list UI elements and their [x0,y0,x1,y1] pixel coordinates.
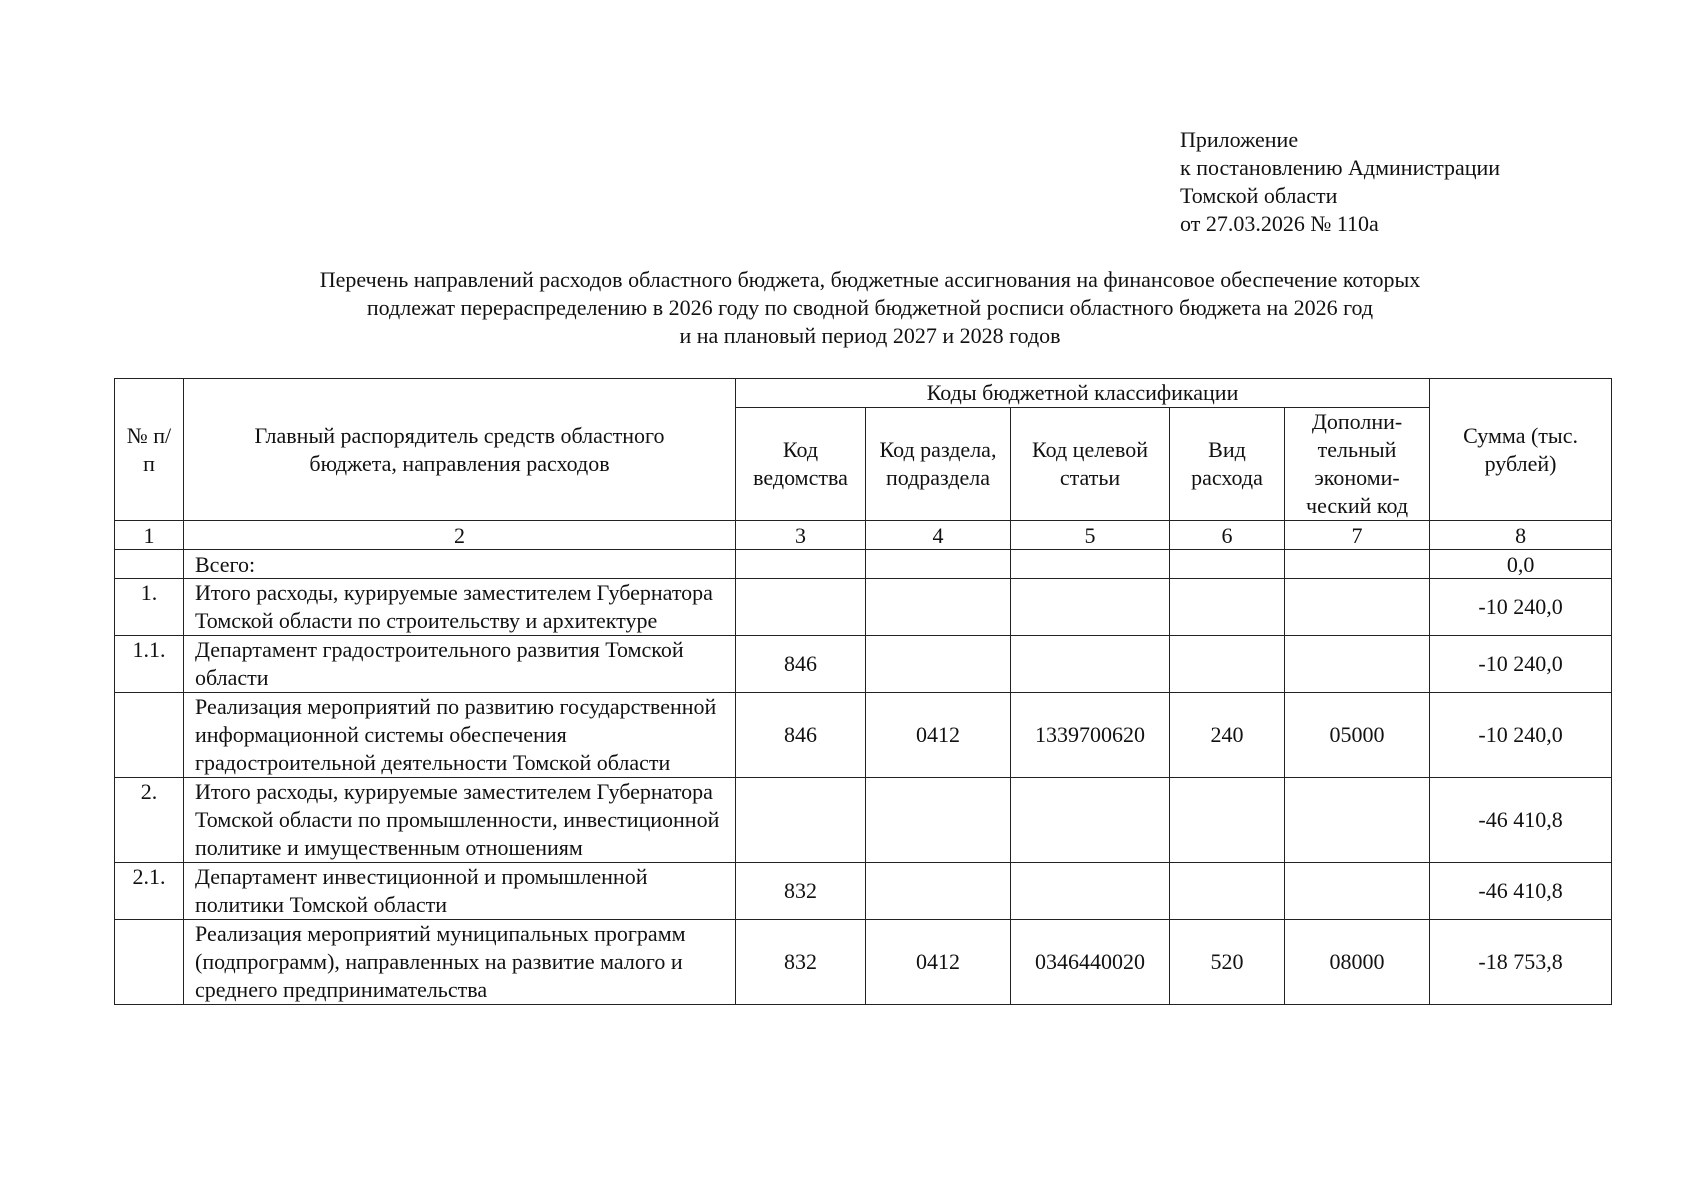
row-extra [1285,579,1430,636]
table-row [115,863,1612,920]
row-extra [1285,863,1430,920]
row-sum: -10 240,0 [1430,693,1612,778]
header-num: № п/п [115,379,184,521]
header-codes-group: Коды бюджетной классификации [736,379,1430,408]
header-expense-type: Вид расхода [1170,408,1285,521]
total-label: Всего: [184,550,736,579]
table-row [115,579,1612,636]
column-number: 1 [115,521,184,550]
row-target [1011,579,1170,636]
appendix-line: к постановлению Администрации [1180,155,1501,180]
row-type: 240 [1170,693,1285,778]
total-row [115,550,1612,579]
column-number: 7 [1285,521,1430,550]
row-type [1170,863,1285,920]
row-name: Реализация мероприятий по развитию государственной информационной системы обеспечения градостроительной деятельности Томской области [184,693,736,778]
document-title [180,266,1560,350]
row-section: 0412 [866,693,1011,778]
row-num: 1. [115,579,184,636]
row-section: 0412 [866,920,1011,1005]
row-section [866,863,1011,920]
row-extra: 05000 [1285,693,1430,778]
row-sum: -10 240,0 [1430,636,1612,693]
total-empty-cell [1170,550,1285,579]
column-number: 2 [184,521,736,550]
row-extra [1285,636,1430,693]
row-sum: -46 410,8 [1430,863,1612,920]
row-target [1011,636,1170,693]
header-sum: Сумма (тыс. рублей) [1430,379,1612,521]
header-section-code: Код раздела, подраздела [866,408,1011,521]
total-empty-cell [1011,550,1170,579]
row-dept: 832 [736,863,866,920]
row-target: 0346440020 [1011,920,1170,1005]
column-number: 4 [866,521,1011,550]
header-dept-code: Код ведомства [736,408,866,521]
column-number: 3 [736,521,866,550]
budget-table [114,378,1612,1005]
row-type [1170,636,1285,693]
table-row [115,636,1612,693]
title-line: и на плановый период 2027 и 2028 годов [679,323,1061,348]
appendix-block [1180,126,1500,238]
row-dept: 832 [736,920,866,1005]
column-number-row [115,521,1612,550]
title-line: подлежат перераспределению в 2026 году по сводной бюджетной росписи областного бюджета на 2026 год [366,295,1374,320]
row-sum: -18 753,8 [1430,920,1612,1005]
row-sum: -46 410,8 [1430,778,1612,863]
row-type: 520 [1170,920,1285,1005]
row-section [866,636,1011,693]
column-number: 8 [1430,521,1612,550]
header-row [115,379,1612,408]
row-dept [736,579,866,636]
row-num: 2.1. [115,863,184,920]
row-name: Департамент градостроительного развития Томской области [184,636,736,693]
row-type [1170,579,1285,636]
table-row [115,920,1612,1005]
row-name: Итого расходы, курируемые заместителем Губернатора Томской области по промышленности, инвестиционной политике и имущественным отношениям [184,778,736,863]
row-target [1011,863,1170,920]
total-empty-cell [866,550,1011,579]
row-num: 1.1. [115,636,184,693]
row-num: 2. [115,778,184,863]
total-num-cell [115,550,184,579]
row-section [866,579,1011,636]
row-section [866,778,1011,863]
table-row [115,778,1612,863]
column-number: 6 [1170,521,1285,550]
header-target-code: Код целевой статьи [1011,408,1170,521]
header-extra-code: Дополни-тельный экономи-ческий код [1285,408,1430,521]
row-extra: 08000 [1285,920,1430,1005]
row-target: 1339700620 [1011,693,1170,778]
row-name: Департамент инвестиционной и промышленной политики Томской области [184,863,736,920]
row-name: Итого расходы, курируемые заместителем Губернатора Томской области по строительству и архитектуре [184,579,736,636]
column-number: 5 [1011,521,1170,550]
row-dept: 846 [736,693,866,778]
total-sum: 0,0 [1430,550,1612,579]
row-extra [1285,778,1430,863]
row-dept: 846 [736,636,866,693]
row-name: Реализация мероприятий муниципальных программ (подпрограмм), направленных на развитие малого и среднего предпринимательства [184,920,736,1005]
table-row [115,693,1612,778]
row-target [1011,778,1170,863]
row-num [115,693,184,778]
row-sum: -10 240,0 [1430,579,1612,636]
total-empty-cell [1285,550,1430,579]
row-dept [736,778,866,863]
title-line: Перечень направлений расходов областного бюджета, бюджетные ассигнования на финансовое обеспечение которых [319,267,1421,292]
header-name: Главный распорядитель средств областного бюджета, направления расходов [184,379,736,521]
row-type [1170,778,1285,863]
row-num [115,920,184,1005]
total-empty-cell [736,550,866,579]
appendix-line: Томской области [1180,183,1338,208]
appendix-line: Приложение [1180,127,1299,152]
appendix-date-number: от 27.03.2026 № 110а [1180,211,1379,236]
